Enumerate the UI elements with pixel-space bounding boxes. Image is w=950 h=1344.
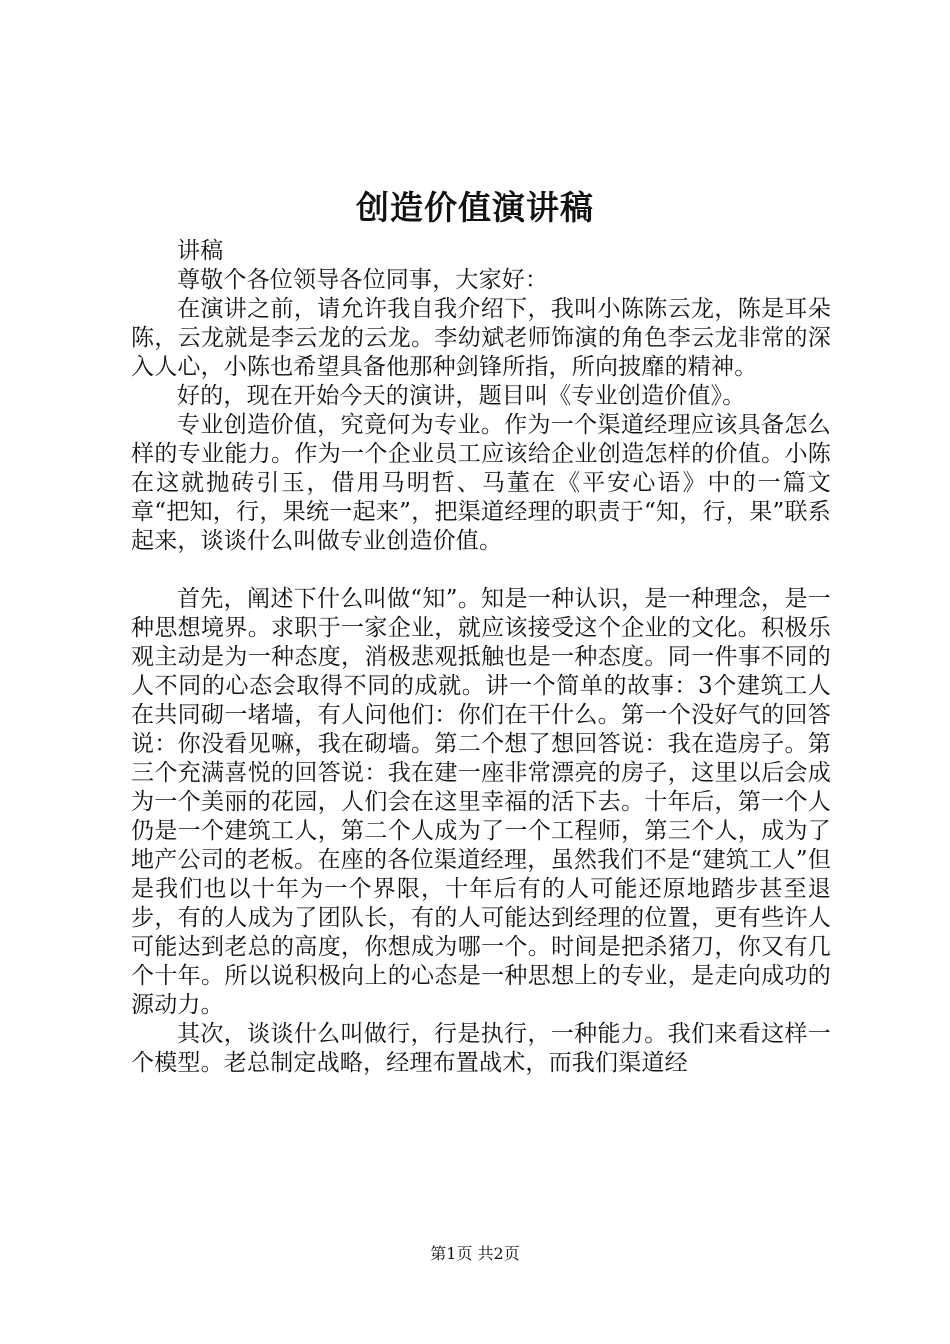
paragraph-topic: 好的，现在开始今天的演讲，题目叫《专业创造价值》。 [177, 383, 746, 409]
paragraph-knowledge: 首先，阐述下什么叫做“知”。知是一种认识，是一种理念，是一种思想境界。求职于一家企业，就应该接受这个企业的文化。积极乐观主动是为一种态度，消极悲观抵触也是一种态度。同一件事不同的人不同的心态会取得不同的成就。讲一个简单的故事：3个建筑工人在共同砌一堵墙，有人问他们：你们在干什么。第一个没好气的回答说：你没看见嘛，我在砌墙。第二个想了想回答说：我在造房子。第三个充满喜悦的回答说：我在建一座非常漂亮的房子，这里以后会成为一个美丽的花园，人们会在这里幸福的活下去。十年后，第一个人仍是一个建筑工人，第二个人成为了一个工程师，第三个人，成为了地产公司的老板。在座的各位渠道经理，虽然我们不是“建筑工人”但是我们也以十年为一个界限，十年后有的人可能还原地踏步甚至退步，有的人成为了团队长，有的人可能达到经理的位置，更有些许人可能达到老总的高度，你想成为哪一个。时间是把杀猪刀，你又有几个十年。所以说积极向上的心态是一种思想上的专业，是走向成功的源动力。 [131, 586, 831, 1018]
document-body [131, 237, 831, 1078]
paragraph-self-introduction: 在演讲之前，请允许我自我介绍下，我叫小陈陈云龙，陈是耳朵陈，云龙就是李云龙的云龙。李幼斌老师饰演的角色李云龙非常的深入人心，小陈也希望具备他那种剑锋所指，所向披靡的精神。 [131, 296, 831, 380]
paragraph-greeting: 尊敬个各位领导各位同事，大家好： [177, 267, 549, 293]
document-title: 创造价值演讲稿 [356, 188, 594, 227]
page-footer: 第1页 共2页 [430, 1244, 520, 1263]
paragraph-action: 其次，谈谈什么叫做行，行是执行，一种能力。我们来看这样一个模型。老总制定战略，经理布置战术，而我们渠道经 [131, 1021, 831, 1076]
paragraph-professional-value: 专业创造价值，究竟何为专业。作为一个渠道经理应该具备怎么样的专业能力。作为一个企业员工应该给企业创造怎样的价值。小陈在这就抛砖引玉，借用马明哲、马董在《平安心语》中的一篇文章“把知，行，果统一起来”，把渠道经理的职责于“知，行，果”联系起来，谈谈什么叫做专业创造价值。 [131, 412, 831, 554]
paragraph-heading-note: 讲稿 [177, 238, 224, 264]
